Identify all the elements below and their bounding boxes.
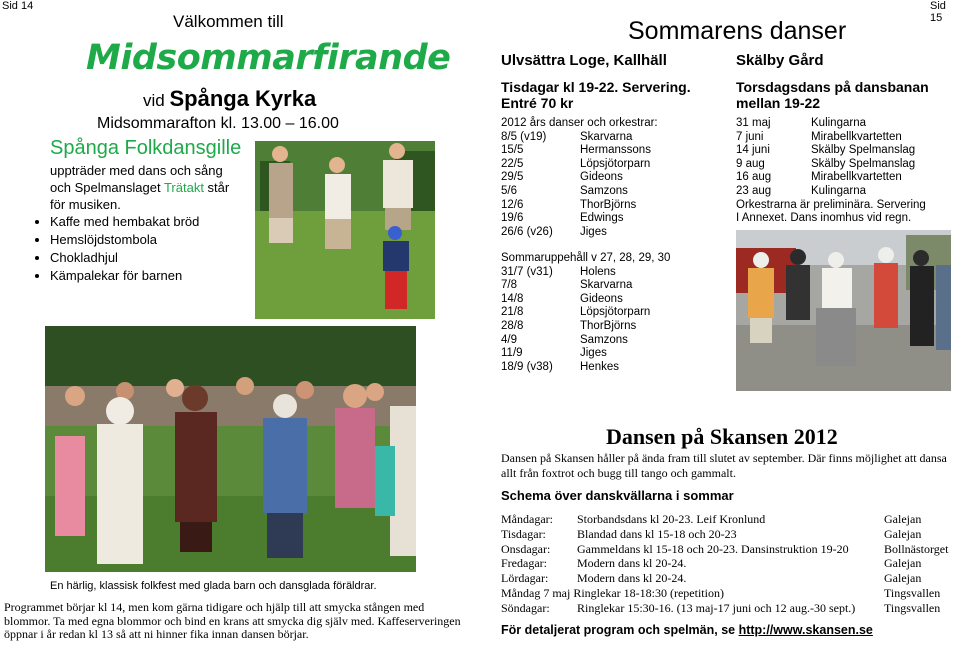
list-item (501, 266, 721, 280)
venue-cell: Galejan (884, 512, 922, 526)
dance-photo (45, 326, 416, 572)
list-item (736, 185, 956, 199)
club-name: Spånga Folkdansgille (50, 137, 242, 159)
event-cell: Modern dans kl 20-24. (577, 556, 687, 571)
list-item: • Kaffe med hembakat bröd (50, 213, 199, 231)
list-item: • Hemslöjdstombola (50, 231, 199, 249)
orchestra: Hermanssons (580, 144, 651, 157)
orchestra: Skälby Spelmanslag (811, 144, 916, 157)
program-text: Programmet börjar kl 14, men kom gärna tidigare och hjälp till att smycka stången med blommor. Ta med egna blommor och bind en krans att smycka dig själv med. Kaffeserveringen öppnar i år redan kl 13 så att ni hinner fika innan dansen börjar. (4, 600, 461, 641)
date: 15/5 (501, 144, 524, 157)
table-row (501, 571, 956, 586)
table-row (501, 556, 956, 571)
intro-text (50, 162, 245, 213)
footer-line (501, 623, 873, 637)
date: 22/5 (501, 157, 524, 170)
date: 14/8 (501, 292, 524, 305)
list-item: • Kämpalekar för barnen (50, 267, 199, 285)
list-item (501, 185, 721, 199)
list-item (501, 279, 721, 293)
ulvsattra-heading: Ulvsättra Loge, Kallhäll (501, 52, 667, 69)
day-cell: Söndagar: (501, 600, 550, 615)
list-item (501, 131, 721, 145)
venue-cell: Tingsvallen (884, 585, 941, 600)
event-cell: Gammeldans kl 15-18 och 20-23. Dansinstruktion 19-20 (577, 541, 849, 556)
orchestra: Samzons (580, 184, 628, 197)
list-item (736, 158, 956, 172)
orchestra: Skarvarna (580, 130, 633, 143)
date: 31/7 (v31) (501, 265, 553, 278)
ulvsattra-sub2: Entré 70 kr (501, 95, 574, 111)
orchestra: Kulingarna (811, 117, 866, 129)
list-item (501, 171, 721, 185)
date: 12/6 (501, 198, 524, 211)
day-cell: Måndagar: (501, 512, 553, 526)
intro-band-name: Trätakt (163, 180, 204, 195)
date: 4/9 (501, 333, 517, 346)
list-item (501, 306, 721, 320)
orchestra: Skarvarna (580, 279, 633, 292)
date: 5/6 (501, 184, 517, 197)
date: 16 aug (736, 171, 772, 184)
date: 28/8 (501, 319, 524, 332)
skalby-list (736, 117, 956, 226)
skalby-note-2: I Annexet. Dans inomhus vid regn. (736, 212, 912, 225)
date: 11/9 (501, 347, 523, 360)
list-item (736, 171, 956, 185)
date: 29/5 (501, 171, 524, 184)
orchestra: Mirabellkvartetten (811, 130, 902, 143)
footer-text: För detaljerat program och spelmän, se (501, 623, 739, 637)
list-item (501, 212, 721, 226)
event-time: Midsommarafton kl. 13.00 – 16.00 (97, 115, 339, 132)
orchestra: Skälby Spelmanslag (811, 157, 916, 170)
day-cell: Onsdagar: (501, 541, 551, 556)
date: 31 maj (736, 117, 771, 129)
list-item (501, 293, 721, 307)
list-item (501, 199, 721, 213)
list-item (501, 144, 721, 158)
intro-part-1: uppträder med dans och sång och Spelmanslaget (50, 163, 223, 195)
list-item: • Chokladhjul (50, 249, 199, 267)
intro-part-2: står för musiken. (50, 180, 230, 212)
day-cell: Fredagar: (501, 556, 547, 571)
table-row (501, 542, 956, 557)
venue-cell: Galejan (884, 556, 922, 571)
table-row (501, 512, 956, 527)
date: 14 juni (736, 144, 770, 157)
orchestra: Löpsjötorparn (580, 306, 651, 319)
skalby-photo (736, 230, 951, 391)
list-item (501, 226, 721, 240)
day-cell: Tisdagar: (501, 526, 546, 541)
event-cell: Måndag 7 maj Ringlekar 18-18:30 (repetition) (501, 585, 724, 600)
orchestra: Edwings (580, 212, 624, 225)
orchestra: Jiges (580, 347, 607, 360)
orchestra: Kulingarna (811, 184, 866, 197)
list-item (501, 158, 721, 172)
list-item (501, 361, 721, 375)
venue-line (143, 86, 316, 112)
list-item (736, 117, 956, 131)
musicians-photo (255, 141, 435, 319)
orchestra: Holens (580, 265, 616, 278)
skansen-title: Dansen på Skansen 2012 (606, 424, 838, 449)
table-row (501, 527, 956, 542)
skalby-note-1: Orkestrarna är preliminära. Servering (736, 198, 926, 211)
date: 7/8 (501, 279, 517, 292)
skalby-sub1: Torsdagsdans på dansbanan (736, 79, 929, 95)
orchestra: Samzons (580, 333, 628, 346)
list-item (736, 131, 956, 145)
date: 21/8 (501, 306, 524, 319)
orchestra: Gideons (580, 292, 623, 305)
event-cell: Modern dans kl 20-24. (577, 571, 687, 586)
schedule-table (501, 512, 956, 616)
list-item (501, 347, 721, 361)
orchestra: Löpsjötorparn (580, 157, 651, 170)
welcome-text: Välkommen till (173, 12, 284, 31)
page-number-right: Sid 15 (930, 0, 946, 24)
table-row (501, 601, 956, 616)
page-title: Midsommarfirande (86, 38, 451, 78)
date: 26/6 (v26) (501, 225, 553, 238)
orchestra: Henkes (580, 360, 619, 373)
list-heading: 2012 års danser och orkestrar: (501, 117, 658, 129)
venue-cell: Galejan (884, 571, 922, 586)
day-cell: Lördagar: (501, 571, 549, 586)
venue-cell: Tingsvallen (884, 600, 941, 615)
event-cell: Ringlekar 15:30-16. (13 maj-17 juni och 12 aug.-30 sept.) (577, 600, 856, 615)
event-cell: Storbandsdans kl 20-23. Leif Kronlund (577, 512, 766, 526)
church-name: Spånga Kyrka (169, 86, 317, 111)
date: 9 aug (736, 157, 765, 170)
list-item (736, 144, 956, 158)
skalby-sub2: mellan 19-22 (736, 95, 821, 111)
vid-word: vid (143, 91, 165, 110)
orchestra: ThorBjörns (580, 198, 637, 211)
sommar-title: Sommarens danser (628, 17, 847, 45)
orchestra: Gideons (580, 171, 623, 184)
schema-heading: Schema över danskvällarna i sommar (501, 488, 734, 503)
date: 7 juni (736, 130, 764, 143)
activity-list (28, 213, 199, 285)
list-heading: Sommaruppehåll v 27, 28, 29, 30 (501, 252, 671, 264)
list-item (501, 334, 721, 348)
date: 19/6 (501, 212, 524, 225)
orchestra: Mirabellkvartetten (811, 171, 902, 184)
page-number-left: Sid 14 (2, 0, 34, 12)
date: 18/9 (v38) (501, 360, 553, 373)
photo-caption: En härlig, klassisk folkfest med glada barn och dansglada föräldrar. (50, 580, 377, 592)
venue-cell: Bollnästorget (884, 541, 949, 556)
orchestra: ThorBjörns (580, 319, 637, 332)
skansen-intro: Dansen på Skansen håller på ända fram till slutet av september. Där finns möjlighet att dansa allt från foxtrot och bugg till tango och gammalt. (501, 451, 947, 480)
date: 8/5 (v19) (501, 130, 547, 143)
ulvsattra-list-2 (501, 252, 721, 374)
skalby-heading: Skälby Gård (736, 52, 824, 69)
list-item (501, 320, 721, 334)
skansen-link[interactable]: http://www.skansen.se (738, 623, 873, 637)
ulvsattra-list-1 (501, 117, 721, 239)
event-cell: Blandad dans kl 15-18 och 20-23 (577, 526, 737, 541)
date: 23 aug (736, 184, 772, 197)
table-row (501, 586, 956, 601)
venue-cell: Galejan (884, 526, 922, 541)
ulvsattra-sub1: Tisdagar kl 19-22. Servering. (501, 79, 691, 95)
orchestra: Jiges (580, 225, 607, 238)
